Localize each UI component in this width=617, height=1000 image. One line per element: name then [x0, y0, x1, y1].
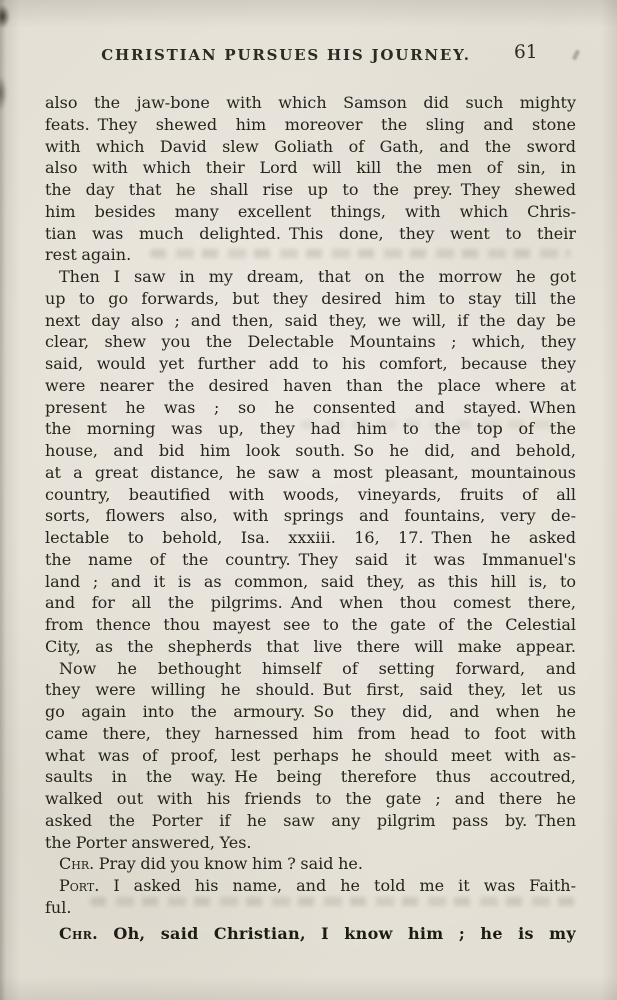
text-line: land ; and it is as common, said they, as this hill is, to [45, 571, 576, 591]
text-line: the Porter answered, Yes. [45, 832, 252, 852]
text-line: lectable to behold, Isa. xxxiii. 16, 17. Then he asked [45, 528, 576, 547]
text-line: him besides many excellent things, with which Chris- [45, 201, 576, 221]
page-number: 61 [514, 42, 538, 63]
speaker-label: Port. [59, 876, 100, 895]
text-line: what was of proof, lest perhaps he should meet with as- [45, 745, 576, 765]
text-line: said, would yet further add to his comfort, because they [45, 354, 576, 373]
text-line: with which David slew Goliath of Gath, and the sword [45, 136, 576, 156]
scan-artifact [572, 50, 580, 61]
text-line: saults in the way. He being therefore thus accoutred, [45, 767, 576, 787]
text-line: also the jaw-bone with which Samson did such mighty [45, 93, 576, 112]
text-line: Then I saw in my dream, that on the morrow he got [59, 267, 576, 286]
text-line: Chr. Pray did you know him ? said he. [59, 854, 363, 874]
text-line: City, as the shepherds that live there will make appear. [45, 636, 576, 656]
text-line: tian was much delighted. This done, they went to their [45, 223, 576, 243]
text-line: sorts, flowers also, with springs and fountains, very de- [45, 506, 576, 526]
text-line: Port. I asked his name, and he told me it was Faith- [59, 876, 576, 895]
text-line: asked the Porter if he saw any pilgrim pass by. Then [45, 810, 576, 830]
text-line: present he was ; so he consented and stayed. When [45, 397, 576, 417]
text-line: walked out with his friends to the gate ; and there he [45, 789, 576, 808]
speaker-label: Chr. [59, 923, 99, 943]
running-header: CHRISTIAN PURSUES HIS JOURNEY. [101, 46, 471, 64]
text-line: they were willing he should. But first, said they, let us [45, 680, 576, 700]
text-line: the morning was up, they had him to the top of the [45, 419, 576, 439]
text-line: the day that he shall rise up to the prey. They shewed [45, 180, 576, 199]
text-line: country, beautified with woods, vineyards, fruits of all [45, 484, 576, 504]
text-line: feats. They shewed him moreover the sling and stone [45, 114, 576, 134]
text-line: house, and bid him look south. So he did, and behold, [45, 441, 576, 460]
text-line: from thence thou mayest see to the gate of the Celestial [45, 615, 576, 634]
text-line: Chr. Oh, said Christian, I know him ; he is my [59, 923, 576, 943]
text-line: Now he bethought himself of setting forward, and [59, 658, 576, 678]
text-line: also with which their Lord will kill the men of sin, in [45, 158, 576, 178]
page-body [45, 92, 576, 944]
text-line: and for all the pilgrims. And when thou comest there, [45, 593, 576, 613]
text-line: clear, shew you the Delectable Mountains ; which, they [45, 332, 576, 352]
text-line: at a great distance, he saw a most pleasant, mountainous [45, 462, 576, 482]
text-line: were nearer the desired haven than the place where at [45, 375, 576, 395]
text-line: came there, they harnessed him from head to foot with [45, 723, 576, 743]
text-line: go again into the armoury. So they did, and when he [45, 702, 576, 721]
scan-artifact [0, 76, 7, 110]
text-line: ful. [45, 897, 72, 917]
text-line: next day also ; and then, said they, we will, if the day be [45, 310, 576, 330]
speaker-label: Chr. [59, 854, 95, 874]
scan-artifact [0, 5, 10, 28]
text-line: the name of the country. They said it was Immanuel's [45, 549, 576, 569]
text-line: rest again. [45, 245, 132, 265]
text-line: up to go forwards, but they desired him to stay till the [45, 288, 576, 308]
